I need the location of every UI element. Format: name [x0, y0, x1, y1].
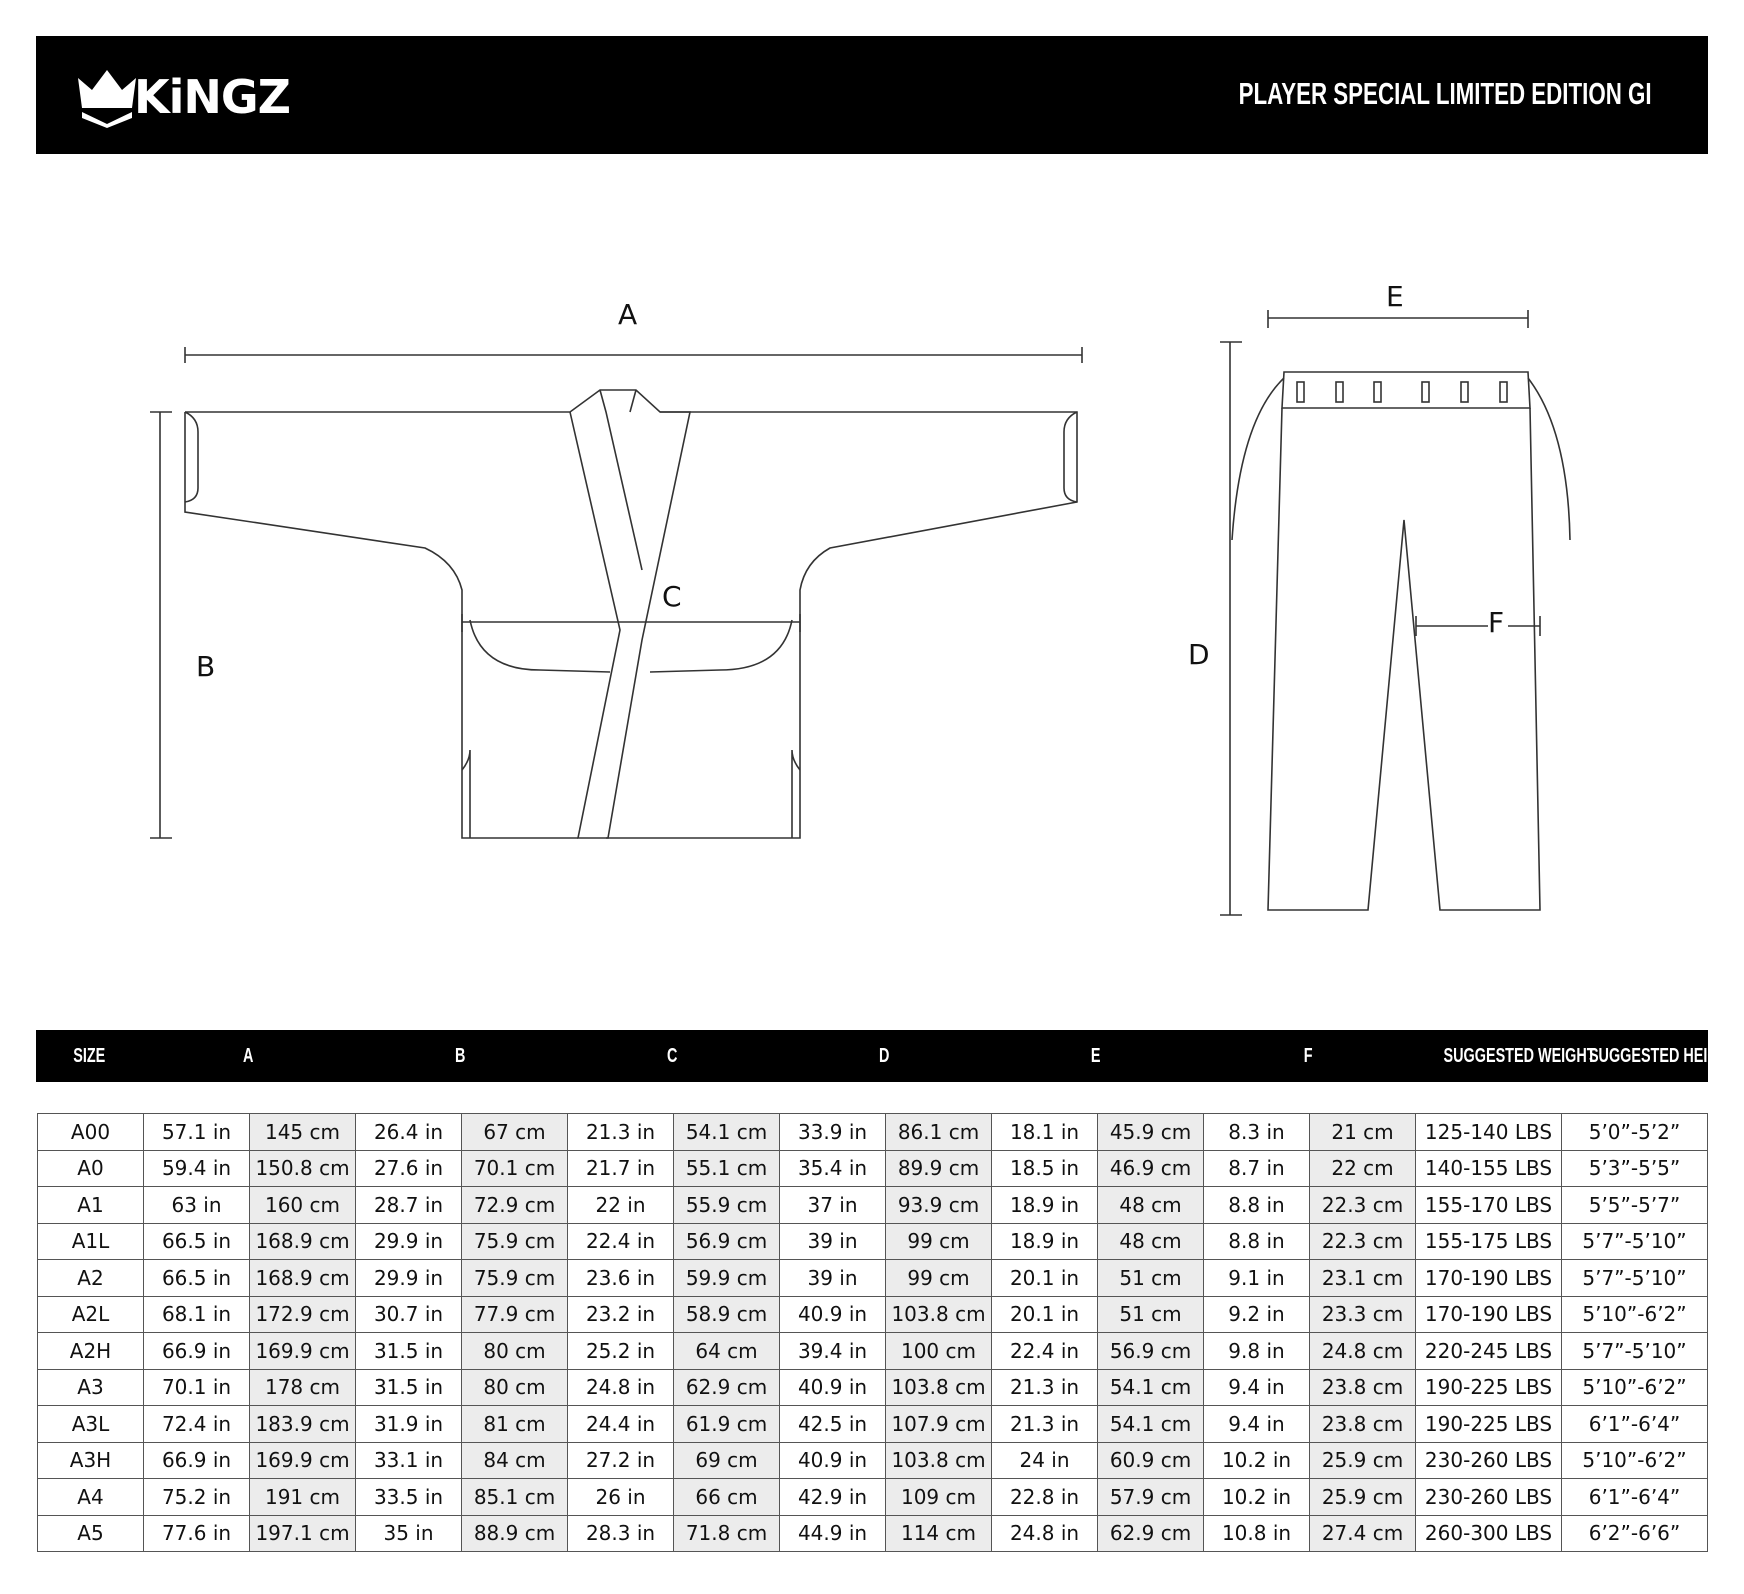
table-cell: 24.4 in: [568, 1406, 674, 1443]
table-cell: 8.3 in: [1204, 1114, 1310, 1151]
table-cell: 54.1 cm: [1098, 1369, 1204, 1406]
table-cell: 125-140 LBS: [1416, 1114, 1562, 1151]
table-cell: 190-225 LBS: [1416, 1369, 1562, 1406]
table-cell: A3L: [38, 1406, 144, 1443]
table-cell: 5’10”-6’2”: [1562, 1442, 1708, 1479]
table-cell: 26.4 in: [356, 1114, 462, 1151]
header-f: F: [1303, 1045, 1313, 1067]
table-row: [38, 1442, 1708, 1479]
table-cell: 29.9 in: [356, 1260, 462, 1297]
table-cell: 67 cm: [462, 1114, 568, 1151]
brand-logo: [76, 64, 316, 134]
table-cell: 23.1 cm: [1310, 1260, 1416, 1297]
table-cell: 100 cm: [886, 1333, 992, 1370]
table-cell: 93.9 cm: [886, 1187, 992, 1224]
table-cell: 66.5 in: [144, 1260, 250, 1297]
table-cell: 54.1 cm: [674, 1114, 780, 1151]
table-row: [38, 1369, 1708, 1406]
table-cell: 5’5”-5’7”: [1562, 1187, 1708, 1224]
table-cell: 75.9 cm: [462, 1260, 568, 1297]
table-cell: 10.2 in: [1204, 1479, 1310, 1516]
table-cell: 22.3 cm: [1310, 1223, 1416, 1260]
gi-pants-drawing: [0, 170, 1744, 970]
table-cell: 40.9 in: [780, 1369, 886, 1406]
table-cell: A2L: [38, 1296, 144, 1333]
table-cell: 62.9 cm: [674, 1369, 780, 1406]
table-cell: 28.7 in: [356, 1187, 462, 1224]
table-cell: 31.5 in: [356, 1369, 462, 1406]
table-cell: 89.9 cm: [886, 1150, 992, 1187]
table-cell: 27.6 in: [356, 1150, 462, 1187]
table-cell: 169.9 cm: [250, 1442, 356, 1479]
table-cell: 28.3 in: [568, 1515, 674, 1552]
table-cell: 24 in: [992, 1442, 1098, 1479]
table-cell: 51 cm: [1098, 1260, 1204, 1297]
table-cell: 33.9 in: [780, 1114, 886, 1151]
table-cell: 77.9 cm: [462, 1296, 568, 1333]
dimension-label-c: C: [662, 580, 682, 613]
table-cell: 59.9 cm: [674, 1260, 780, 1297]
table-cell: 46.9 cm: [1098, 1150, 1204, 1187]
table-cell: 27.2 in: [568, 1442, 674, 1479]
table-cell: 230-260 LBS: [1416, 1479, 1562, 1516]
table-cell: 70.1 in: [144, 1369, 250, 1406]
table-cell: 48 cm: [1098, 1223, 1204, 1260]
table-row: [38, 1333, 1708, 1370]
table-cell: 220-245 LBS: [1416, 1333, 1562, 1370]
table-cell: 5’7”-5’10”: [1562, 1333, 1708, 1370]
table-cell: 55.9 cm: [674, 1187, 780, 1224]
table-cell: 18.5 in: [992, 1150, 1098, 1187]
table-cell: 5’3”-5’5”: [1562, 1150, 1708, 1187]
table-row: [38, 1114, 1708, 1151]
table-cell: 103.8 cm: [886, 1369, 992, 1406]
table-cell: 40.9 in: [780, 1296, 886, 1333]
table-cell: 150.8 cm: [250, 1150, 356, 1187]
table-cell: 81 cm: [462, 1406, 568, 1443]
table-cell: 63 in: [144, 1187, 250, 1224]
table-cell: 55.1 cm: [674, 1150, 780, 1187]
table-cell: 22.3 cm: [1310, 1187, 1416, 1224]
table-cell: 5’10”-6’2”: [1562, 1296, 1708, 1333]
table-cell: 114 cm: [886, 1515, 992, 1552]
table-cell: 31.9 in: [356, 1406, 462, 1443]
table-cell: 23.8 cm: [1310, 1406, 1416, 1443]
table-cell: 66.5 in: [144, 1223, 250, 1260]
table-cell: 61.9 cm: [674, 1406, 780, 1443]
table-cell: A0: [38, 1150, 144, 1187]
table-cell: 40.9 in: [780, 1442, 886, 1479]
header-a: A: [242, 1045, 254, 1067]
size-table: [37, 1113, 1708, 1552]
table-cell: 9.2 in: [1204, 1296, 1310, 1333]
table-cell: 59.4 in: [144, 1150, 250, 1187]
table-cell: 56.9 cm: [674, 1223, 780, 1260]
header-b: B: [454, 1045, 466, 1067]
table-row: [38, 1150, 1708, 1187]
table-cell: A3: [38, 1369, 144, 1406]
table-cell: 24.8 cm: [1310, 1333, 1416, 1370]
table-cell: 35 in: [356, 1515, 462, 1552]
table-cell: A2H: [38, 1333, 144, 1370]
table-cell: 31.5 in: [356, 1333, 462, 1370]
table-cell: 26 in: [568, 1479, 674, 1516]
table-cell: A5: [38, 1515, 144, 1552]
table-cell: 72.9 cm: [462, 1187, 568, 1224]
table-cell: 103.8 cm: [886, 1296, 992, 1333]
table-cell: 51 cm: [1098, 1296, 1204, 1333]
table-cell: 39.4 in: [780, 1333, 886, 1370]
table-cell: 86.1 cm: [886, 1114, 992, 1151]
table-cell: 8.8 in: [1204, 1187, 1310, 1224]
table-cell: 77.6 in: [144, 1515, 250, 1552]
table-cell: 70.1 cm: [462, 1150, 568, 1187]
table-cell: 75.9 cm: [462, 1223, 568, 1260]
table-cell: 57.9 cm: [1098, 1479, 1204, 1516]
table-row: [38, 1187, 1708, 1224]
table-row: [38, 1223, 1708, 1260]
table-cell: 10.8 in: [1204, 1515, 1310, 1552]
table-cell: 21.3 in: [992, 1406, 1098, 1443]
header-c: C: [666, 1045, 678, 1067]
table-cell: 23.6 in: [568, 1260, 674, 1297]
table-cell: 29.9 in: [356, 1223, 462, 1260]
table-cell: 168.9 cm: [250, 1223, 356, 1260]
table-cell: 190-225 LBS: [1416, 1406, 1562, 1443]
table-cell: 168.9 cm: [250, 1260, 356, 1297]
table-cell: 140-155 LBS: [1416, 1150, 1562, 1187]
crown-icon: [76, 68, 138, 128]
table-cell: 75.2 in: [144, 1479, 250, 1516]
header-size: SIZE: [72, 1045, 105, 1067]
table-cell: 21.3 in: [568, 1114, 674, 1151]
table-cell: 10.2 in: [1204, 1442, 1310, 1479]
table-cell: 183.9 cm: [250, 1406, 356, 1443]
table-cell: A00: [38, 1114, 144, 1151]
table-cell: 103.8 cm: [886, 1442, 992, 1479]
table-cell: 169.9 cm: [250, 1333, 356, 1370]
table-cell: 39 in: [780, 1260, 886, 1297]
table-cell: 160 cm: [250, 1187, 356, 1224]
table-cell: 72.4 in: [144, 1406, 250, 1443]
table-cell: 39 in: [780, 1223, 886, 1260]
table-cell: 33.1 in: [356, 1442, 462, 1479]
table-cell: 6’1”-6’4”: [1562, 1406, 1708, 1443]
table-cell: 23.8 cm: [1310, 1369, 1416, 1406]
table-cell: 30.7 in: [356, 1296, 462, 1333]
table-cell: 66 cm: [674, 1479, 780, 1516]
table-cell: 60.9 cm: [1098, 1442, 1204, 1479]
table-cell: 44.9 in: [780, 1515, 886, 1552]
table-cell: 18.1 in: [992, 1114, 1098, 1151]
table-cell: 197.1 cm: [250, 1515, 356, 1552]
table-cell: 85.1 cm: [462, 1479, 568, 1516]
table-cell: A3H: [38, 1442, 144, 1479]
header-d: D: [878, 1045, 890, 1067]
table-cell: 145 cm: [250, 1114, 356, 1151]
brand-name: KiNGZ: [134, 70, 291, 124]
table-cell: 6’2”-6’6”: [1562, 1515, 1708, 1552]
dimension-label-e: E: [1386, 280, 1404, 313]
table-cell: 230-260 LBS: [1416, 1442, 1562, 1479]
table-cell: 22.4 in: [992, 1333, 1098, 1370]
table-cell: 9.4 in: [1204, 1406, 1310, 1443]
table-cell: 5’7”-5’10”: [1562, 1260, 1708, 1297]
table-cell: 260-300 LBS: [1416, 1515, 1562, 1552]
table-cell: 5’10”-6’2”: [1562, 1369, 1708, 1406]
table-cell: 22.8 in: [992, 1479, 1098, 1516]
table-cell: 24.8 in: [568, 1369, 674, 1406]
table-cell: 42.9 in: [780, 1479, 886, 1516]
table-cell: 69 cm: [674, 1442, 780, 1479]
table-cell: 107.9 cm: [886, 1406, 992, 1443]
table-cell: 21.7 in: [568, 1150, 674, 1187]
table-cell: 9.4 in: [1204, 1369, 1310, 1406]
table-cell: 191 cm: [250, 1479, 356, 1516]
table-cell: 23.3 cm: [1310, 1296, 1416, 1333]
table-cell: 27.4 cm: [1310, 1515, 1416, 1552]
table-cell: 35.4 in: [780, 1150, 886, 1187]
dimension-label-a: A: [618, 298, 638, 331]
table-cell: 80 cm: [462, 1333, 568, 1370]
table-cell: 22.4 in: [568, 1223, 674, 1260]
table-cell: 20.1 in: [992, 1296, 1098, 1333]
table-cell: 25.9 cm: [1310, 1479, 1416, 1516]
table-cell: A4: [38, 1479, 144, 1516]
table-cell: 170-190 LBS: [1416, 1260, 1562, 1297]
dimension-label-f: F: [1488, 606, 1505, 639]
table-cell: A1: [38, 1187, 144, 1224]
table-cell: 20.1 in: [992, 1260, 1098, 1297]
table-cell: 45.9 cm: [1098, 1114, 1204, 1151]
table-cell: 22 in: [568, 1187, 674, 1224]
table-cell: 25.2 in: [568, 1333, 674, 1370]
table-cell: 5’0”-5’2”: [1562, 1114, 1708, 1151]
table-cell: 21 cm: [1310, 1114, 1416, 1151]
table-row: [38, 1406, 1708, 1443]
dimension-label-d: D: [1188, 638, 1210, 671]
table-cell: 25.9 cm: [1310, 1442, 1416, 1479]
table-row: [38, 1515, 1708, 1552]
table-cell: 68.1 in: [144, 1296, 250, 1333]
table-cell: 48 cm: [1098, 1187, 1204, 1224]
table-cell: A2: [38, 1260, 144, 1297]
header-e: E: [1091, 1045, 1101, 1067]
header-height: SUGGESTED HEIGHT: [1588, 1045, 1738, 1067]
table-cell: 64 cm: [674, 1333, 780, 1370]
table-cell: 71.8 cm: [674, 1515, 780, 1552]
table-cell: 33.5 in: [356, 1479, 462, 1516]
table-cell: 58.9 cm: [674, 1296, 780, 1333]
table-cell: 66.9 in: [144, 1333, 250, 1370]
table-cell: 80 cm: [462, 1369, 568, 1406]
table-cell: 99 cm: [886, 1260, 992, 1297]
table-cell: 42.5 in: [780, 1406, 886, 1443]
table-cell: 172.9 cm: [250, 1296, 356, 1333]
table-cell: 9.1 in: [1204, 1260, 1310, 1297]
table-cell: 170-190 LBS: [1416, 1296, 1562, 1333]
table-cell: 5’7”-5’10”: [1562, 1223, 1708, 1260]
table-cell: 54.1 cm: [1098, 1406, 1204, 1443]
table-cell: 88.9 cm: [462, 1515, 568, 1552]
table-cell: 18.9 in: [992, 1223, 1098, 1260]
table-cell: 84 cm: [462, 1442, 568, 1479]
table-cell: 21.3 in: [992, 1369, 1098, 1406]
table-cell: 155-175 LBS: [1416, 1223, 1562, 1260]
table-cell: 8.8 in: [1204, 1223, 1310, 1260]
table-cell: 99 cm: [886, 1223, 992, 1260]
table-cell: 24.8 in: [992, 1515, 1098, 1552]
table-header-bar: [36, 1030, 1738, 1082]
table-cell: 178 cm: [250, 1369, 356, 1406]
table-cell: 57.1 in: [144, 1114, 250, 1151]
table-cell: 56.9 cm: [1098, 1333, 1204, 1370]
table-cell: 6’1”-6’4”: [1562, 1479, 1708, 1516]
dimension-label-b: B: [196, 650, 216, 683]
table-cell: 22 cm: [1310, 1150, 1416, 1187]
table-cell: 109 cm: [886, 1479, 992, 1516]
table-cell: 8.7 in: [1204, 1150, 1310, 1187]
table-cell: 18.9 in: [992, 1187, 1098, 1224]
document-title: PLAYER SPECIAL LIMITED EDITION GI: [1239, 76, 1652, 111]
table-cell: 155-170 LBS: [1416, 1187, 1562, 1224]
table-row: [38, 1296, 1708, 1333]
table-cell: 23.2 in: [568, 1296, 674, 1333]
table-cell: 37 in: [780, 1187, 886, 1224]
table-row: [38, 1260, 1708, 1297]
table-cell: 62.9 cm: [1098, 1515, 1204, 1552]
header-weight: SUGGESTED WEIGHT: [1443, 1045, 1596, 1067]
table-cell: A1L: [38, 1223, 144, 1260]
table-row: [38, 1479, 1708, 1516]
table-cell: 9.8 in: [1204, 1333, 1310, 1370]
gi-diagram: [0, 170, 1744, 970]
table-cell: 66.9 in: [144, 1442, 250, 1479]
